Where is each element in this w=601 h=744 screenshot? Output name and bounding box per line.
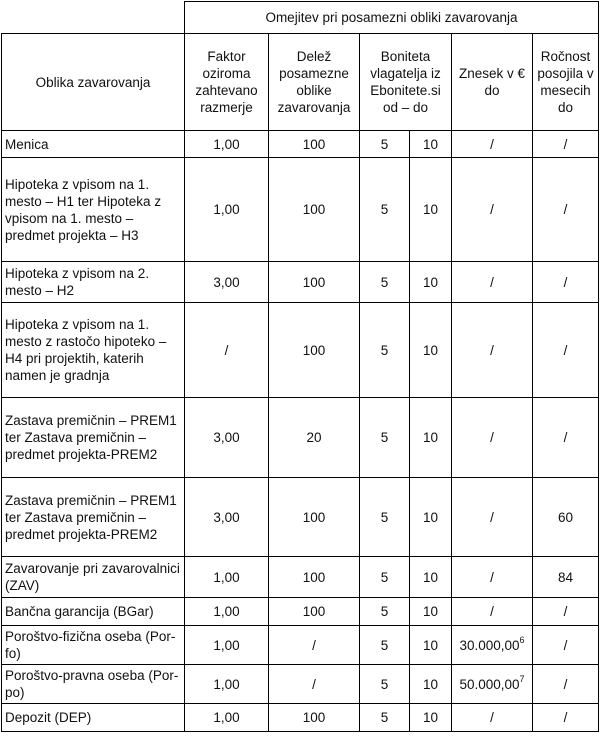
row-label: Poroštvo-pravna oseba (Por-po) <box>2 665 185 704</box>
footnote-ref: 6 <box>519 635 525 645</box>
cell-boniteta-do: 10 <box>410 598 452 626</box>
cell-boniteta-od: 5 <box>360 262 410 303</box>
cell-rocnost: / <box>533 398 599 478</box>
cell-boniteta-do: 10 <box>410 704 452 732</box>
cell-znesek <box>452 303 533 398</box>
cell-boniteta-od: 5 <box>360 478 410 557</box>
cell-delez: / <box>269 626 360 665</box>
cell-boniteta-do: 10 <box>410 262 452 303</box>
cell-faktor: 3,00 <box>185 478 269 557</box>
row-label: Bančna garancija (BGar) <box>2 598 185 626</box>
group-title: Omejitev pri posamezni obliki zavarovanja <box>185 2 599 34</box>
table-row <box>2 626 599 665</box>
table-row <box>2 262 599 303</box>
cell-boniteta-od: 5 <box>360 704 410 732</box>
cell-znesek <box>452 598 533 626</box>
cell-delez: 100 <box>269 262 360 303</box>
row-label: Hipoteka z vpisom na 1. mesto – H1 ter Hipoteka z vpisom na 1. mesto – predmet projekta – H3 <box>2 158 185 262</box>
cell-rocnost: / <box>533 704 599 732</box>
cell-znesek <box>452 557 533 598</box>
row-label: Poroštvo-fizična oseba (Por-fo) <box>2 626 185 665</box>
cell-boniteta-od: 5 <box>360 598 410 626</box>
cell-faktor: 1,00 <box>185 704 269 732</box>
cell-rocnost: 60 <box>533 478 599 557</box>
table-row <box>2 158 599 262</box>
cell-boniteta-do: 10 <box>410 557 452 598</box>
cell-delez: 100 <box>269 131 360 158</box>
cell-faktor: 1,00 <box>185 665 269 704</box>
row-label: Hipoteka z vpisom na 2. mesto – H2 <box>2 262 185 303</box>
row-label: Hipoteka z vpisom na 1. mesto z rastočo hipoteko – H4 pri projektih, katerih namen je gradnja <box>2 303 185 398</box>
table-row <box>2 704 599 732</box>
znesek-value: / <box>490 604 494 619</box>
header-empty-cell <box>2 2 185 34</box>
znesek-value: / <box>490 710 494 725</box>
cell-rocnost: / <box>533 665 599 704</box>
cell-faktor: 1,00 <box>185 626 269 665</box>
cell-rocnost: / <box>533 262 599 303</box>
cell-boniteta-do: 10 <box>410 665 452 704</box>
cell-znesek <box>452 398 533 478</box>
table-row <box>2 478 599 557</box>
col-znesek: Znesek v € do <box>452 34 533 131</box>
row-label: Menica <box>2 131 185 158</box>
row-label: Zastava premičnin – PREM1 ter Zastava premičnin – predmet projekta-PREM2 <box>2 398 185 478</box>
cell-boniteta-od: 5 <box>360 158 410 262</box>
cell-boniteta-do: 10 <box>410 158 452 262</box>
table-row <box>2 665 599 704</box>
header-row-columns <box>2 34 599 131</box>
cell-delez: 20 <box>269 398 360 478</box>
row-label: Zastava premičnin – PREM1 ter Zastava premičnin – predmet projekta-PREM2 <box>2 478 185 557</box>
col-rocnost: Ročnost posojila v mesecih do <box>533 34 599 131</box>
cell-boniteta-od: 5 <box>360 626 410 665</box>
cell-boniteta-od: 5 <box>360 131 410 158</box>
cell-faktor: 3,00 <box>185 398 269 478</box>
cell-boniteta-od: 5 <box>360 557 410 598</box>
cell-faktor: 1,00 <box>185 158 269 262</box>
znesek-value: 30.000,00 <box>459 637 520 653</box>
row-label: Depozit (DEP) <box>2 704 185 732</box>
cell-delez: 100 <box>269 478 360 557</box>
col-delez: Delež posamezne oblike zavarovanja <box>269 34 360 131</box>
row-label: Zavarovanje pri zavarovalnici (ZAV) <box>2 557 185 598</box>
znesek-value: / <box>490 430 494 445</box>
cell-rocnost: / <box>533 626 599 665</box>
cell-faktor: 1,00 <box>185 598 269 626</box>
znesek-value: / <box>490 509 494 525</box>
znesek-value: / <box>490 342 494 358</box>
cell-rocnost: / <box>533 303 599 398</box>
cell-boniteta-do: 10 <box>410 398 452 478</box>
cell-rocnost: / <box>533 131 599 158</box>
cell-rocnost: / <box>533 158 599 262</box>
table-row <box>2 557 599 598</box>
cell-boniteta-do: 10 <box>410 131 452 158</box>
cell-boniteta-do: 10 <box>410 303 452 398</box>
cell-boniteta-do: 10 <box>410 626 452 665</box>
cell-znesek <box>452 158 533 262</box>
znesek-value: / <box>490 136 494 152</box>
cell-faktor: 1,00 <box>185 557 269 598</box>
cell-rocnost: / <box>533 598 599 626</box>
cell-faktor: / <box>185 303 269 398</box>
table-row <box>2 303 599 398</box>
cell-delez: 100 <box>269 158 360 262</box>
cell-rocnost: 84 <box>533 557 599 598</box>
col-faktor: Faktor oziroma zahtevano razmerje <box>185 34 269 131</box>
cell-boniteta-od: 5 <box>360 398 410 478</box>
collateral-table <box>1 1 599 732</box>
znesek-value: / <box>490 202 494 217</box>
table-row <box>2 131 599 158</box>
cell-znesek <box>452 478 533 557</box>
znesek-value: / <box>490 274 494 290</box>
col-boniteta: Boniteta vlagatelja iz Ebonitete.si od – do <box>360 34 452 131</box>
cell-znesek <box>452 262 533 303</box>
table-row <box>2 598 599 626</box>
cell-boniteta-od: 5 <box>360 665 410 704</box>
col-oblika: Oblika zavarovanja <box>2 34 185 131</box>
table-row <box>2 398 599 478</box>
cell-znesek <box>452 626 533 665</box>
cell-faktor: 1,00 <box>185 131 269 158</box>
cell-znesek <box>452 665 533 704</box>
footnote-ref: 7 <box>519 674 525 684</box>
znesek-value: 50.000,00 <box>459 676 520 692</box>
znesek-value: / <box>490 569 494 585</box>
cell-delez: 100 <box>269 598 360 626</box>
cell-boniteta-od: 5 <box>360 303 410 398</box>
cell-boniteta-do: 10 <box>410 478 452 557</box>
cell-delez: 100 <box>269 557 360 598</box>
header-row-group <box>2 2 599 34</box>
cell-faktor: 3,00 <box>185 262 269 303</box>
cell-delez: 100 <box>269 704 360 732</box>
cell-znesek <box>452 704 533 732</box>
cell-znesek <box>452 131 533 158</box>
cell-delez: 100 <box>269 303 360 398</box>
cell-delez: / <box>269 665 360 704</box>
